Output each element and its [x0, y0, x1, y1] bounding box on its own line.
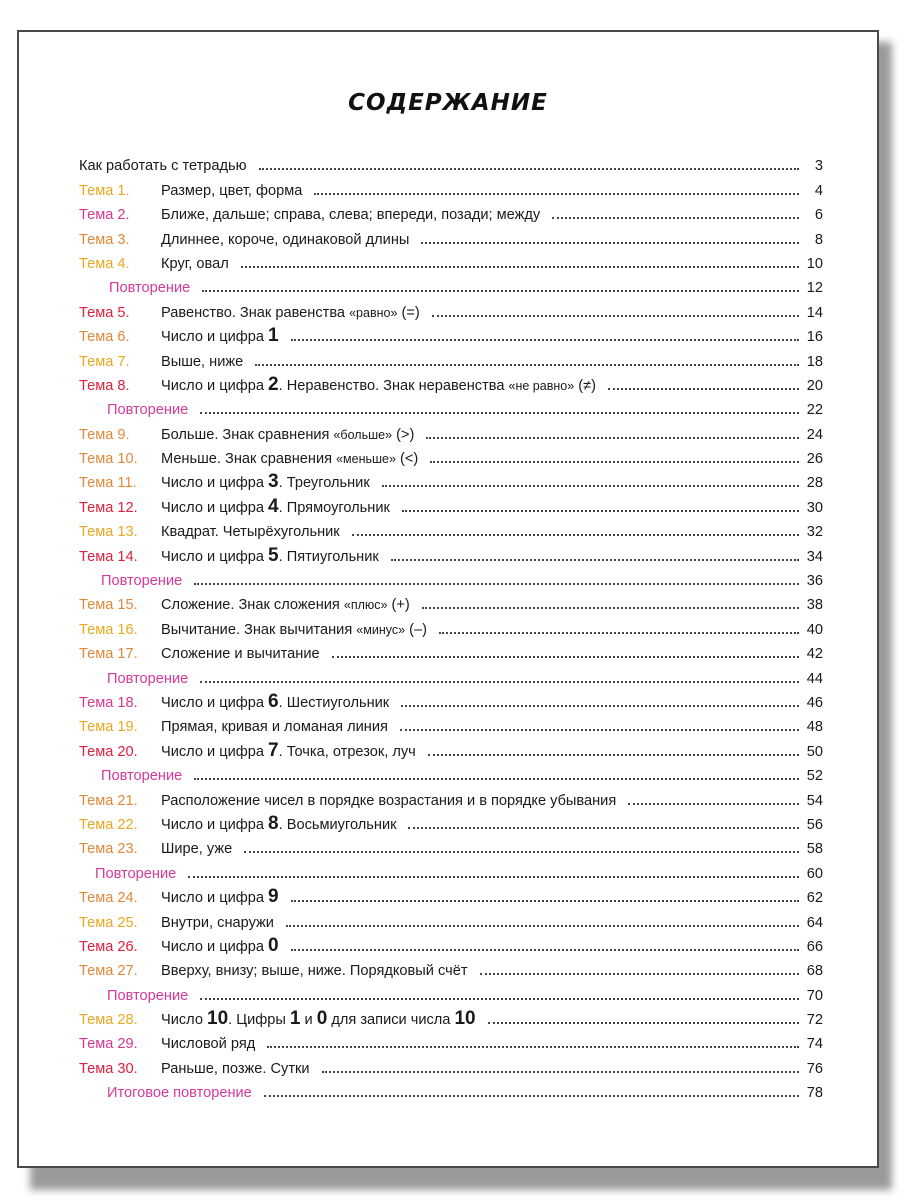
- dot-leader: [391, 559, 799, 561]
- toc-entry-label: [161, 915, 274, 931]
- toc-entry-label: [161, 495, 390, 517]
- dot-leader: [480, 973, 799, 975]
- dot-leader: [286, 925, 799, 927]
- toc-row[interactable]: [79, 1004, 823, 1028]
- toc-topic-number: Тема 10.: [79, 451, 138, 468]
- toc-entry-text-part: Внутри, снаружи: [161, 914, 274, 931]
- toc-entry-label: [161, 524, 340, 540]
- toc-row[interactable]: [79, 199, 823, 223]
- document-page: [17, 30, 879, 1168]
- toc-page-number: 46: [806, 694, 823, 711]
- toc-entry-text-part: Число и цифра: [161, 890, 269, 907]
- toc-entry-label: [161, 963, 468, 979]
- toc-row[interactable]: [79, 613, 823, 637]
- toc-topic-number: Тема 24.: [79, 890, 138, 907]
- dot-leader: [291, 900, 799, 902]
- toc-row[interactable]: [79, 760, 823, 784]
- toc-row[interactable]: [79, 565, 823, 589]
- toc-entry-label: [161, 719, 388, 735]
- toc-topic-number: Тема 25.: [79, 914, 138, 931]
- toc-page-number: 30: [806, 499, 823, 516]
- toc-topic-number: Тема 11.: [79, 475, 137, 492]
- toc-entry-text-part: Числовой ряд: [161, 1036, 256, 1053]
- toc-row[interactable]: [79, 638, 823, 662]
- toc-entry-text-part: Больше. Знак сравнения: [161, 426, 334, 443]
- dot-leader: [267, 1046, 799, 1048]
- toc-page-number: 32: [806, 524, 823, 541]
- toc-page-number: 72: [806, 1012, 823, 1029]
- toc-entry-text-part: . Цифры: [228, 1012, 290, 1029]
- dot-leader: [401, 705, 799, 707]
- toc-topic-number: Тема 17.: [79, 646, 138, 663]
- toc-entry-text-part: «минус»: [356, 622, 406, 637]
- toc-page-number: 6: [814, 207, 823, 224]
- toc-entry-text-part: 1: [289, 1008, 301, 1030]
- toc-page-number: 44: [806, 670, 823, 687]
- toc-entry-text-part: Число и цифра: [161, 377, 269, 394]
- toc-row[interactable]: [79, 248, 823, 272]
- toc-entry-text-part: 8: [268, 812, 279, 834]
- toc-page-number: 8: [814, 231, 823, 248]
- toc-row[interactable]: [79, 418, 823, 442]
- toc-entry-label: [161, 841, 232, 857]
- toc-row[interactable]: [79, 345, 823, 369]
- toc-entry-label: [161, 812, 397, 834]
- toc-entry-text-part: Число и цифра: [161, 938, 269, 955]
- toc-page-number: 66: [806, 938, 823, 955]
- toc-entry-text-part: Шире, уже: [161, 841, 233, 858]
- dot-leader: [244, 851, 799, 853]
- toc-row[interactable]: [79, 1028, 823, 1052]
- toc-topic-number: Тема 26.: [79, 938, 138, 955]
- toc-entry-text-part: (–): [405, 621, 427, 638]
- toc-topic-number: Тема 23.: [79, 841, 138, 858]
- table-of-contents: [79, 150, 823, 1101]
- toc-entry-text-part: «меньше»: [336, 452, 396, 467]
- toc-review-label: Повторение: [107, 670, 189, 687]
- toc-entry-label: [161, 793, 616, 809]
- toc-row[interactable]: [79, 540, 823, 564]
- toc-entry-label: [161, 886, 279, 908]
- toc-entry-label: Как работать с тетрадью: [79, 158, 247, 175]
- toc-topic-number: Тема 28.: [79, 1012, 138, 1029]
- toc-entry-text-part: 9: [268, 886, 279, 908]
- toc-page-number: 62: [806, 890, 823, 907]
- toc-page-number: 68: [806, 963, 823, 980]
- dot-leader: [608, 388, 799, 390]
- toc-review-label: Повторение: [101, 573, 183, 590]
- toc-entry-text-part: 2: [268, 373, 279, 395]
- toc-entry-label: [161, 232, 409, 248]
- dot-leader: [352, 534, 799, 536]
- toc-topic-number: Тема 15.: [79, 597, 138, 614]
- toc-topic-number: Тема 6.: [79, 329, 130, 346]
- toc-entry-text-part: 7: [268, 739, 279, 761]
- toc-entry-text-part: Длиннее, короче, одинаковой длины: [161, 231, 410, 248]
- toc-topic-number: Тема 9.: [79, 426, 130, 443]
- toc-entry-text-part: Число и цифра: [161, 743, 269, 760]
- toc-entry-text-part: Вверху, внизу; выше, ниже. Порядковый счёт: [161, 963, 468, 980]
- toc-page-number: 58: [806, 841, 823, 858]
- toc-page-number: 70: [806, 987, 823, 1004]
- dot-leader: [241, 266, 799, 268]
- toc-row[interactable]: [79, 443, 823, 467]
- toc-row[interactable]: [79, 687, 823, 711]
- dot-leader: [200, 412, 799, 414]
- toc-entry-text-part: 1: [268, 325, 279, 347]
- toc-page-number: 12: [806, 280, 823, 297]
- toc-entry-text-part: Круг, овал: [161, 255, 229, 272]
- toc-entry-label: [161, 1036, 255, 1052]
- dot-leader: [332, 656, 799, 658]
- toc-entry-text-part: Меньше. Знак сравнения: [161, 451, 337, 468]
- dot-leader: [432, 315, 799, 317]
- toc-row[interactable]: [79, 174, 823, 198]
- toc-page-number: 64: [806, 914, 823, 931]
- page-title: СОДЕРЖАНИЕ: [348, 90, 548, 116]
- toc-entry-label: [161, 256, 229, 272]
- toc-page-number: 20: [806, 377, 823, 394]
- toc-page-number: 22: [806, 402, 823, 419]
- toc-entry-text-part: Прямая, кривая и ломаная линия: [161, 719, 388, 736]
- toc-entry-text-part: Число и цифра: [161, 499, 269, 516]
- toc-entry-text-part: для записи числа: [327, 1012, 455, 1029]
- toc-page-number: 16: [806, 329, 823, 346]
- toc-entry-text-part: Число и цифра: [161, 816, 269, 833]
- toc-row[interactable]: [79, 321, 823, 345]
- dot-leader: [259, 168, 799, 170]
- toc-row[interactable]: [79, 809, 823, 833]
- toc-entry-text-part: и: [300, 1012, 317, 1029]
- toc-entry-label: [161, 471, 370, 493]
- toc-entry-label: [161, 544, 379, 566]
- toc-entry-label: [161, 373, 596, 395]
- toc-entry-text-part: 6: [268, 690, 279, 712]
- toc-page-number: 74: [806, 1036, 823, 1053]
- toc-page-number: 28: [806, 475, 823, 492]
- dot-leader: [194, 778, 799, 780]
- toc-entry-text-part: 4: [268, 495, 279, 517]
- toc-page-number: 50: [806, 743, 823, 760]
- toc-page-number: 52: [806, 768, 823, 785]
- toc-page-number: 76: [806, 1060, 823, 1077]
- toc-entry-label: [161, 646, 320, 662]
- toc-entry-text-part: . Неравенство. Знак неравенства: [278, 377, 509, 394]
- toc-row[interactable]: [79, 370, 823, 394]
- toc-entry-label: [161, 325, 279, 347]
- dot-leader: [200, 998, 799, 1000]
- dot-leader: [291, 949, 799, 951]
- dot-leader: [255, 364, 799, 366]
- toc-entry-text-part: Число и цифра: [161, 329, 269, 346]
- toc-page-number: 10: [806, 255, 823, 272]
- toc-entry-text-part: Расположение чисел в порядке возрастания и в порядке убывания: [161, 792, 617, 809]
- toc-page-number: 24: [806, 426, 823, 443]
- dot-leader: [628, 803, 799, 805]
- toc-entry-label: [161, 183, 302, 199]
- toc-entry-label: [161, 1061, 310, 1077]
- toc-entry-text-part: . Точка, отрезок, луч: [278, 743, 416, 760]
- toc-entry-label: [161, 354, 243, 370]
- toc-topic-number: Тема 2.: [79, 207, 130, 224]
- dot-leader: [408, 827, 799, 829]
- toc-page-number: 3: [814, 158, 823, 175]
- toc-page-number: 60: [806, 865, 823, 882]
- dot-leader: [421, 242, 799, 244]
- toc-entry-text-part: 0: [316, 1008, 328, 1030]
- toc-entry-text-part: 5: [268, 544, 279, 566]
- dot-leader: [188, 876, 799, 878]
- toc-entry-label: [161, 305, 420, 321]
- toc-row[interactable]: [79, 857, 823, 881]
- toc-entry-text-part: «плюс»: [343, 598, 388, 613]
- dot-leader: [202, 290, 799, 292]
- toc-entry-label: [161, 934, 279, 956]
- toc-topic-number: Тема 30.: [79, 1060, 138, 1077]
- toc-entry-text-part: . Прямоугольник: [278, 499, 390, 516]
- toc-page-number: 38: [806, 597, 823, 614]
- dot-leader: [382, 485, 799, 487]
- toc-topic-number: Тема 18.: [79, 694, 138, 711]
- toc-page-number: 54: [806, 792, 823, 809]
- toc-entry-label: [161, 739, 416, 761]
- toc-row[interactable]: [79, 784, 823, 808]
- toc-page-number: 48: [806, 719, 823, 736]
- toc-page-number: 56: [806, 816, 823, 833]
- dot-leader: [264, 1095, 799, 1097]
- toc-row[interactable]: [79, 516, 823, 540]
- toc-entry-label: [161, 427, 414, 443]
- toc-row[interactable]: [79, 1077, 823, 1101]
- toc-row[interactable]: [79, 735, 823, 759]
- dot-leader: [322, 1071, 799, 1073]
- dot-leader: [291, 339, 799, 341]
- toc-entry-text-part: «больше»: [333, 427, 393, 442]
- dot-leader: [439, 632, 799, 634]
- toc-topic-number: Тема 14.: [79, 548, 138, 565]
- toc-topic-number: Тема 12.: [79, 499, 138, 516]
- dot-leader: [430, 461, 799, 463]
- toc-review-label: Повторение: [107, 402, 189, 419]
- toc-entry-text-part: (≠): [574, 377, 596, 394]
- dot-leader: [488, 1022, 799, 1024]
- toc-entry-text-part: «не равно»: [508, 378, 575, 393]
- toc-topic-number: Тема 20.: [79, 743, 138, 760]
- dot-leader: [422, 607, 799, 609]
- toc-entry-label: [161, 207, 540, 223]
- dot-leader: [200, 681, 799, 683]
- toc-entry-text-part: Сложение и вычитание: [161, 646, 320, 663]
- toc-row[interactable]: [79, 711, 823, 735]
- toc-entry-label: [161, 451, 418, 467]
- toc-entry-text-part: 3: [268, 471, 279, 493]
- dot-leader: [428, 754, 799, 756]
- toc-row[interactable]: [79, 955, 823, 979]
- toc-page-number: 36: [806, 573, 823, 590]
- toc-page-number: 34: [806, 548, 823, 565]
- toc-review-label: Повторение: [109, 280, 191, 297]
- toc-entry-text-part: Число: [161, 1012, 208, 1029]
- toc-entry-text-part: Размер, цвет, форма: [161, 182, 303, 199]
- toc-entry-text-part: Сложение. Знак сложения: [161, 597, 344, 614]
- toc-row[interactable]: [79, 662, 823, 686]
- toc-entry-text-part: Число и цифра: [161, 475, 269, 492]
- toc-page-number: 18: [806, 353, 823, 370]
- toc-entry-text-part: Квадрат. Четырёхугольник: [161, 524, 340, 541]
- toc-entry-label: [161, 690, 390, 712]
- toc-entry-text-part: 10: [454, 1008, 476, 1030]
- toc-row[interactable]: [79, 1052, 823, 1076]
- toc-review-label: Итоговое повторение: [107, 1085, 252, 1102]
- toc-topic-number: Тема 19.: [79, 719, 138, 736]
- toc-review-label: Повторение: [107, 987, 189, 1004]
- toc-page-number: 78: [806, 1085, 823, 1102]
- toc-row[interactable]: [79, 150, 823, 174]
- toc-entry-text-part: 10: [207, 1008, 229, 1030]
- toc-row[interactable]: [79, 979, 823, 1003]
- toc-review-label: Повторение: [101, 768, 183, 785]
- toc-row[interactable]: [79, 491, 823, 515]
- toc-topic-number: Тема 13.: [79, 524, 138, 541]
- toc-entry-text-part: . Шестиугольник: [278, 694, 390, 711]
- toc-topic-number: Тема 22.: [79, 816, 138, 833]
- toc-entry-text-part: . Треугольник: [278, 475, 370, 492]
- toc-entry-text-part: 0: [268, 934, 279, 956]
- dot-leader: [402, 510, 799, 512]
- toc-topic-number: Тема 16.: [79, 621, 138, 638]
- toc-entry-text-part: Число и цифра: [161, 548, 269, 565]
- toc-row[interactable]: [79, 882, 823, 906]
- toc-entry-text-part: (>): [392, 426, 415, 443]
- dot-leader: [552, 217, 799, 219]
- toc-entry-text-part: . Восьмиугольник: [278, 816, 397, 833]
- dot-leader: [194, 583, 799, 585]
- dot-leader: [314, 193, 799, 195]
- toc-review-label: Повторение: [95, 865, 177, 882]
- toc-entry-text-part: Выше, ниже: [161, 353, 244, 370]
- dot-leader: [426, 437, 799, 439]
- toc-row[interactable]: [79, 223, 823, 247]
- toc-row[interactable]: [79, 272, 823, 296]
- toc-page-number: 42: [806, 646, 823, 663]
- toc-row[interactable]: [79, 467, 823, 491]
- toc-entry-label: [161, 597, 410, 613]
- toc-page-number: 14: [806, 304, 823, 321]
- toc-entry-text-part: Число и цифра: [161, 694, 269, 711]
- toc-row[interactable]: [79, 833, 823, 857]
- toc-topic-number: Тема 5.: [79, 304, 130, 321]
- dot-leader: [400, 729, 799, 731]
- toc-row[interactable]: [79, 589, 823, 613]
- toc-entry-text-part: (=): [397, 304, 420, 321]
- toc-entry-text-part: Вычитание. Знак вычитания: [161, 621, 357, 638]
- toc-topic-number: Тема 8.: [79, 377, 130, 394]
- toc-topic-number: Тема 7.: [79, 353, 130, 370]
- toc-entry-text-part: Раньше, позже. Сутки: [161, 1060, 310, 1077]
- toc-entry-text-part: Равенство. Знак равенства: [161, 304, 350, 321]
- toc-page-number: 26: [806, 451, 823, 468]
- toc-topic-number: Тема 27.: [79, 963, 138, 980]
- toc-topic-number: Тема 29.: [79, 1036, 138, 1053]
- toc-entry-text-part: (<): [395, 451, 419, 468]
- toc-topic-number: Тема 21.: [79, 792, 138, 809]
- toc-row[interactable]: [79, 296, 823, 320]
- toc-entry-text-part: (+): [387, 597, 410, 614]
- toc-topic-number: Тема 1.: [79, 182, 130, 199]
- toc-entry-text-part: . Пятиугольник: [278, 548, 379, 565]
- toc-page-number: 4: [814, 182, 823, 199]
- toc-row[interactable]: [79, 906, 823, 930]
- toc-row[interactable]: [79, 394, 823, 418]
- toc-row[interactable]: [79, 931, 823, 955]
- toc-entry-text-part: «равно»: [349, 305, 398, 320]
- toc-topic-number: Тема 3.: [79, 231, 130, 248]
- toc-topic-number: Тема 4.: [79, 255, 130, 272]
- toc-entry-text-part: Ближе, дальше; справа, слева; впереди, позади; между: [161, 207, 541, 224]
- toc-page-number: 40: [806, 621, 823, 638]
- toc-entry-label: [161, 1008, 476, 1030]
- toc-entry-label: [161, 622, 427, 638]
